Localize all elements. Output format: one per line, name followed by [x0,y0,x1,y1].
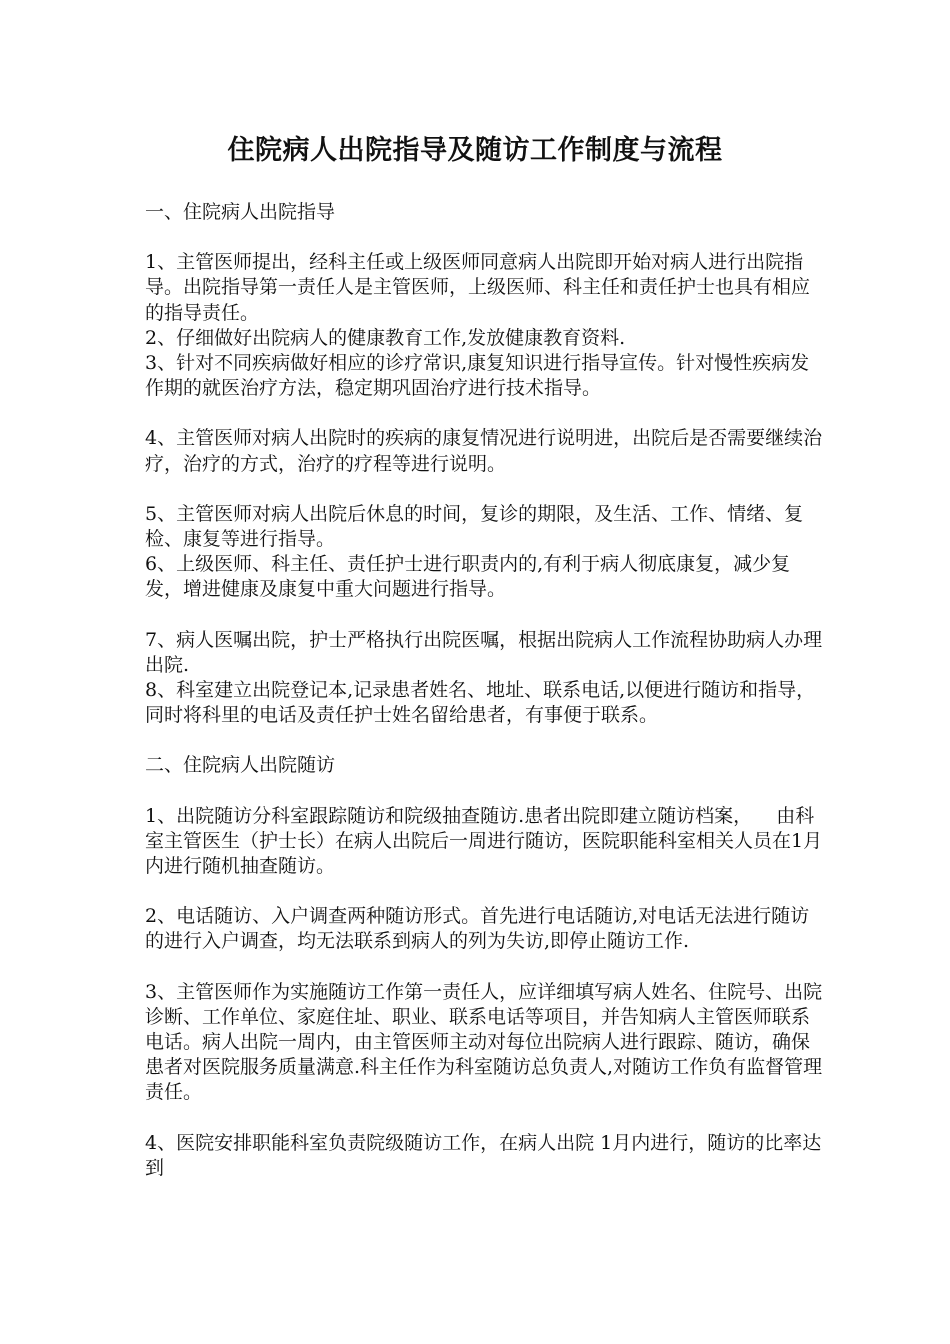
section1-item-3: 3、针对不同疾病做好相应的诊疗常识,康复知识进行指导宣传。针对慢性疾病发作期的就医治疗方法，稳定期巩固治疗进行技术指导。 [145,352,810,400]
section1-item-6: 6、上级医师、科主任、责任护士进行职责内的,有利于病人彻底康复，减少复发，增进健康及康复中重大问题进行指导。 [145,553,791,601]
section2-item-2: 2、电话随访、入户调查两种随访形式。首先进行电话随访,对电话无法进行随访的进行入户调查，均无法联系到病人的列为失访,即停止随访工作. [145,905,810,953]
paragraph-gap [145,879,825,904]
paragraph-gap [145,728,825,753]
paragraph-gap [145,401,825,426]
section1-item-8: 8、科室建立出院登记本,记录患者姓名、地址、联系电话,以便进行随访和指导，同时将科里的电话及责任护士姓名留给患者，有事便于联系。 [145,679,816,727]
paragraph-gap [145,225,825,250]
section1-item-4: 4、主管医师对病人出院时的疾病的康复情况进行说明进，出院后是否需要继续治疗，治疗的方式，治疗的疗程等进行说明。 [145,427,823,475]
document-title: 住院病人出院指导及随访工作制度与流程 [227,135,723,166]
paragraph-gap [145,1106,825,1131]
paragraph-gap [145,603,825,628]
section2-item-4: 4、医院安排职能科室负责院级随访工作，在病人出院 1月内进行，随访的比率达到 [145,1131,822,1179]
paragraph-gap [145,477,825,502]
section1-heading: 一、住院病人出院指导 [145,201,336,223]
section1-item-7: 7、病人医嘱出院，护士严格执行出院医嘱，根据出院病人工作流程协助病人办理出院. [145,628,823,676]
paragraph-gap [145,955,825,980]
paragraph-gap [145,779,825,804]
section1-item-2: 2、仔细做好出院病人的健康教育工作,发放健康教育资料. [145,326,626,349]
section2-item-1: 1、出院随访分科室跟踪随访和院级抽查随访.患者出院即建立随访档案， 由科室主管医生（护士长）在病人出院后一周进行随访，医院职能科室相关人员在1月内进行随机抽查随访。 [145,804,823,878]
section1-item-5: 5、主管医师对病人出院后休息的时间，复诊的期限，及生活、工作、情绪、复检、康复等进行指导。 [145,502,804,551]
section1-item-1: 1、主管医师提出，经科主任或上级医师同意病人出院即开始对病人进行出院指导。出院指导第一责任人是主管医师，上级医师、科主任和责任护士也具有相应的指导责任。 [145,251,811,324]
document-body [145,200,825,1181]
section2-heading: 二、住院病人出院随访 [145,754,336,777]
section2-item-3: 3、主管医师作为实施随访工作第一责任人，应详细填写病人姓名、住院号、出院诊断、工作单位、家庭住址、职业、联系电话等项目，并告知病人主管医师联系电话。病人出院一周内，由主管医师主动对每位出院病人进行跟踪、随访，确保患者对医院服务质量满意.科主任作为科室随访总负责人,对随访工作负有监督管理责任。 [145,980,823,1104]
